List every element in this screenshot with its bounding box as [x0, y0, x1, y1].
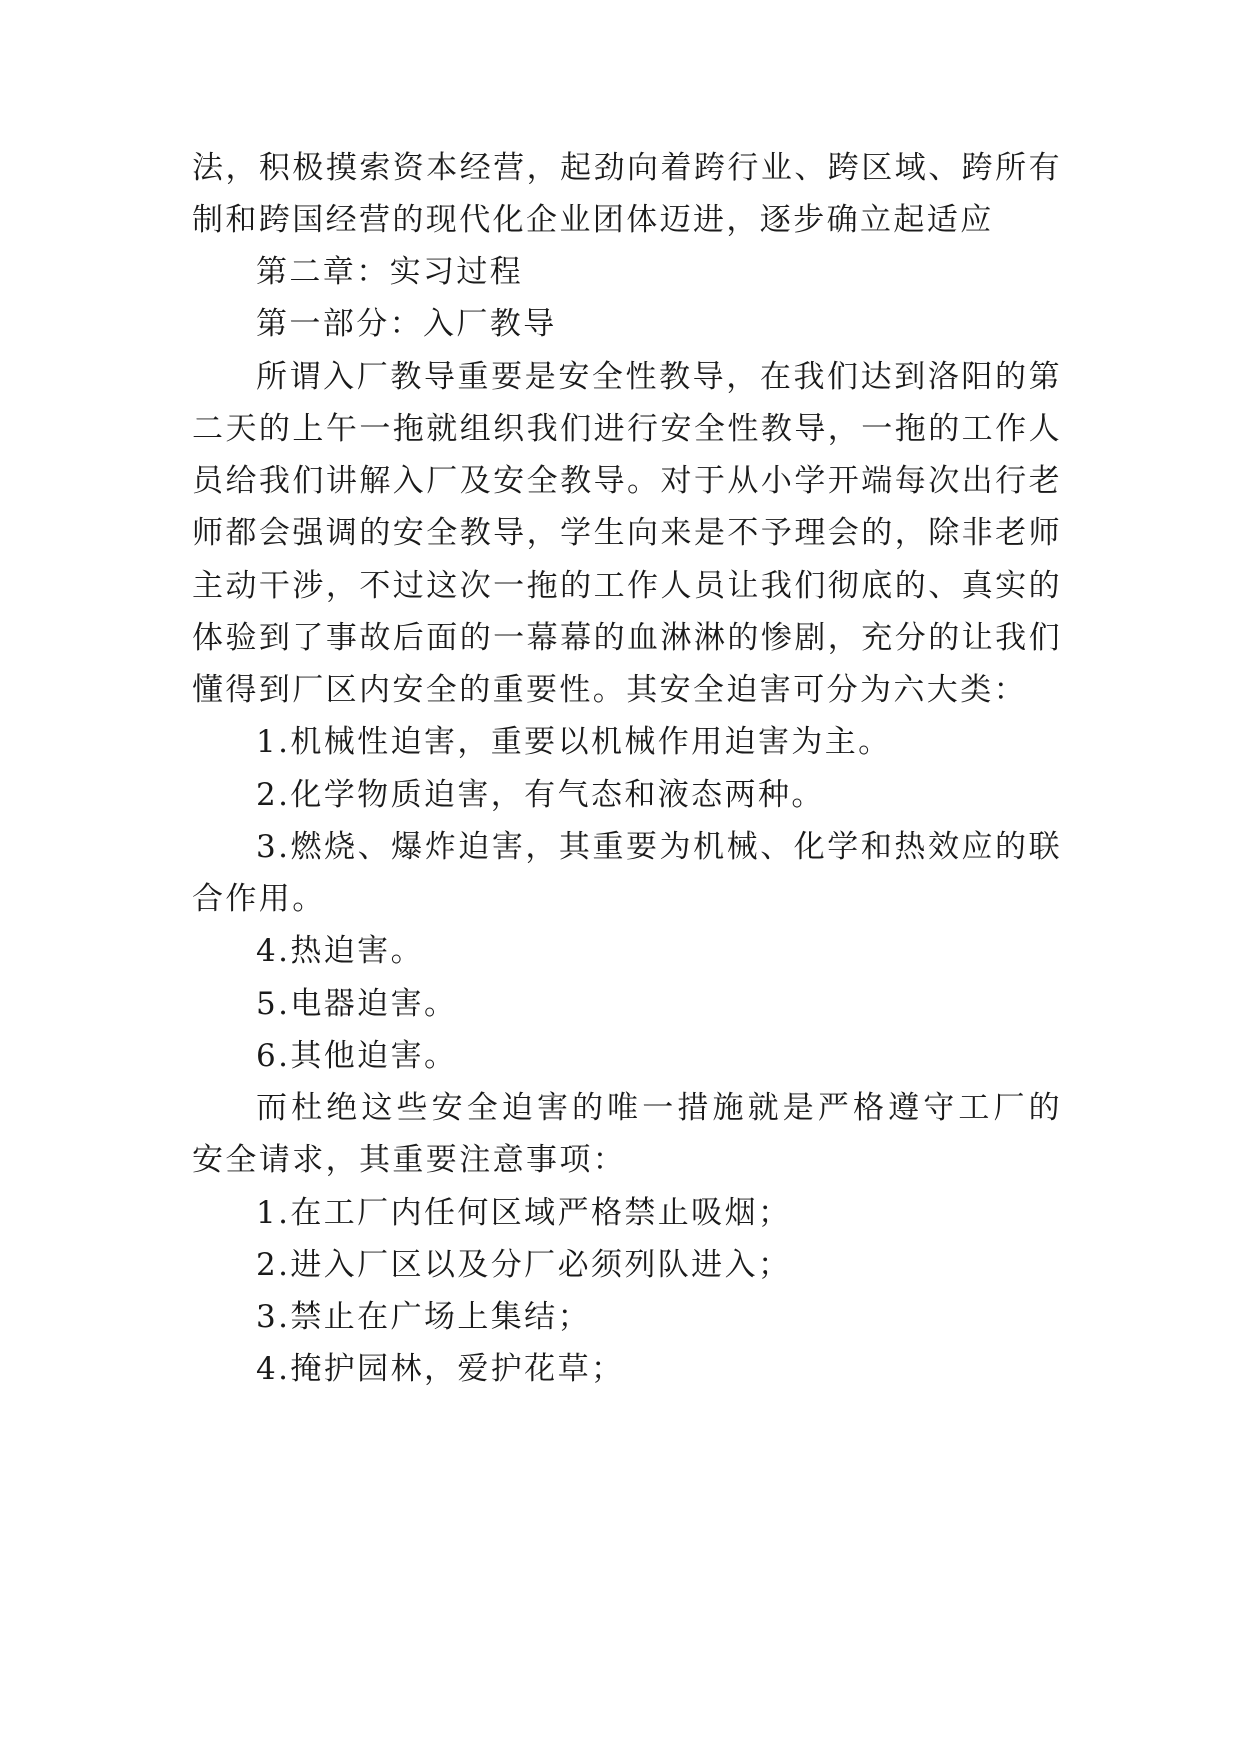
list-item: 1.在工厂内任何区域严格禁止吸烟；	[256, 1195, 792, 1231]
section-heading: 第一部分：入厂教导	[256, 306, 557, 342]
list-item: 2.化学物质迫害，有气态和液态两种。	[256, 777, 825, 813]
paragraph-line: 制和跨国经营的现代化企业团体迈进，逐步确立起适应	[192, 202, 994, 238]
list-item: 6.其他迫害。	[256, 1038, 458, 1074]
paragraph-line: 员给我们讲解入厂及安全教导。对于从小学开端每次出行老	[192, 463, 1062, 499]
paragraph-line: 而杜绝这些安全迫害的唯一措施就是严格遵守工厂的	[256, 1090, 1062, 1126]
paragraph-line: 法，积极摸索资本经营，起劲向着跨行业、跨区域、跨所有	[192, 150, 1062, 186]
list-item: 3.燃烧、爆炸迫害，其重要为机械、化学和热效应的联	[256, 829, 1062, 865]
paragraph-line: 主动干涉，不过这次一拖的工作人员让我们彻底的、真实的	[192, 568, 1062, 604]
list-item: 4.掩护园林，爱护花草；	[256, 1351, 625, 1387]
paragraph-line: 体验到了事故后面的一幕幕的血淋淋的惨剧，充分的让我们	[192, 620, 1062, 656]
paragraph-line: 懂得到厂区内安全的重要性。其安全迫害可分为六大类：	[192, 672, 1027, 708]
list-item: 5.电器迫害。	[256, 986, 458, 1022]
list-item: 1.机械性迫害，重要以机械作用迫害为主。	[256, 724, 892, 760]
paragraph-line: 二天的上午一拖就组织我们进行安全性教导，一拖的工作人	[192, 411, 1062, 447]
list-item: 4.热迫害。	[256, 933, 424, 969]
paragraph-line: 师都会强调的安全教导，学生向来是不予理会的，除非老师	[192, 515, 1062, 551]
list-item: 3.禁止在广场上集结；	[256, 1299, 591, 1335]
chapter-heading: 第二章：实习过程	[256, 254, 524, 290]
list-item: 2.进入厂区以及分厂必须列队进入；	[256, 1247, 792, 1283]
paragraph-line: 安全请求，其重要注意事项：	[192, 1142, 627, 1178]
paragraph-line: 所谓入厂教导重要是安全性教导，在我们达到洛阳的第	[256, 359, 1062, 395]
list-item-continuation: 合作用。	[192, 881, 326, 917]
